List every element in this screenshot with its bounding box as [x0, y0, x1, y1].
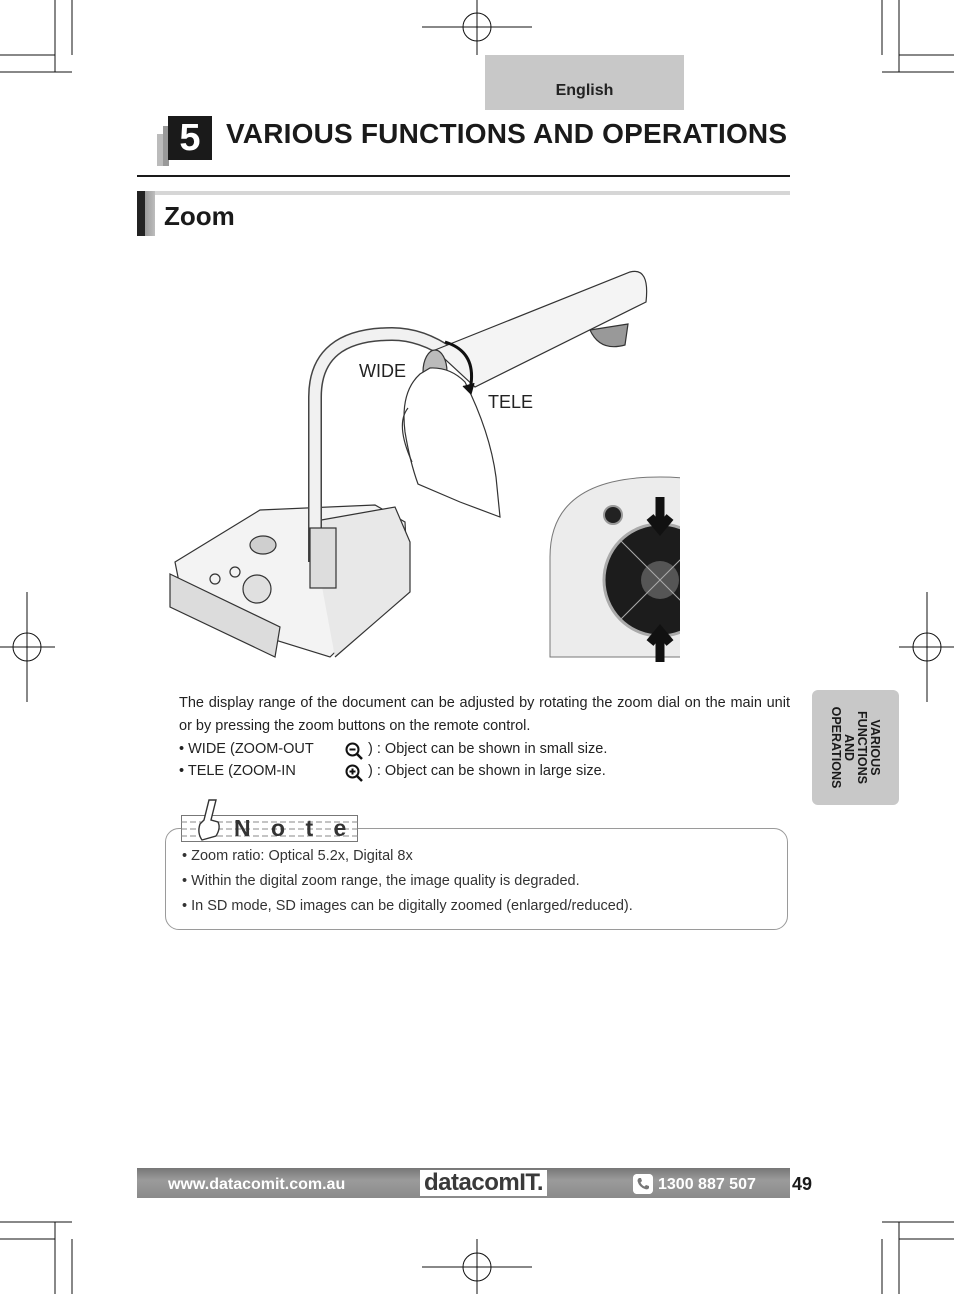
- chapter-title: VARIOUS FUNCTIONS AND OPERATIONS: [226, 118, 788, 149]
- document-camera-illustration: [160, 262, 680, 662]
- note-item: • Within the digital zoom range, the image quality is degraded.: [182, 873, 580, 889]
- tele-label: TELE: [488, 392, 534, 412]
- bullet-wide: [179, 741, 314, 757]
- side-tab-line: FUNCTIONS: [855, 711, 870, 784]
- section-band: [137, 191, 790, 195]
- footer-website-link[interactable]: www.datacomit.com.au: [168, 1176, 346, 1193]
- bullet-wide-suffix: ) : Object can be shown in small size.: [368, 741, 608, 757]
- pointing-hand-icon: [194, 798, 224, 842]
- side-tab-line: VARIOUS: [868, 719, 883, 776]
- wide-label: WIDE: [359, 361, 406, 381]
- page-number: 49: [792, 1174, 813, 1194]
- side-tab-line: OPERATIONS: [829, 706, 844, 789]
- bullet-tele-suffix: ) : Object can be shown in large size.: [368, 763, 606, 779]
- side-chapter-tab[interactable]: [812, 690, 899, 805]
- bullet-wide-prefix: • WIDE (ZOOM-OUT: [179, 741, 314, 757]
- zoom-out-icon: [345, 742, 363, 760]
- language-tab: English: [485, 55, 684, 110]
- chapter-number: 5: [168, 116, 212, 160]
- zoom-description: The display range of the document can be adjusted by rotating the zoom dial on the main unit or by pressing the zoom buttons on the remote control.: [179, 695, 790, 734]
- title-rule: [137, 175, 790, 177]
- footer-brand-logo: datacomIT.: [420, 1170, 547, 1196]
- section-marker: [137, 191, 155, 236]
- zoom-in-icon: [345, 764, 363, 782]
- phone-icon: [633, 1174, 653, 1194]
- bullet-tele: [179, 763, 296, 779]
- footer-phone-number[interactable]: 1300 887 507: [658, 1176, 756, 1193]
- note-title: N o t e: [234, 815, 354, 841]
- note-item: • In SD mode, SD images can be digitally zoomed (enlarged/reduced).: [182, 898, 633, 914]
- bullet-tele-prefix: • TELE (ZOOM-IN: [179, 763, 296, 779]
- section-title: Zoom: [164, 201, 235, 231]
- note-item: • Zoom ratio: Optical 5.2x, Digital 8x: [182, 848, 413, 864]
- side-tab-line: AND: [842, 733, 857, 762]
